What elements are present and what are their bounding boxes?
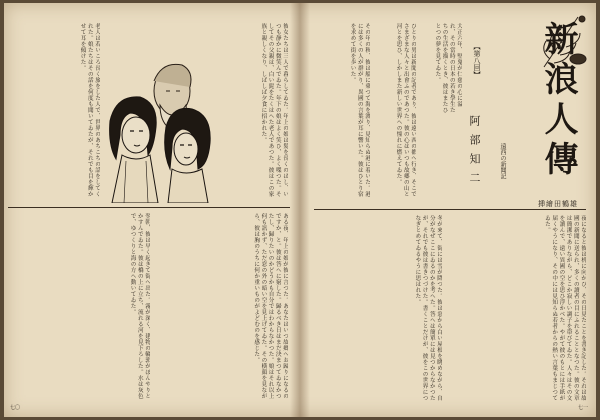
magazine-spread <box>4 3 596 417</box>
installment-label: 【第八回】 <box>473 43 481 78</box>
right-column-a: ひとりの男は新聞の記者であり、彼は遠い西の都へ行き、そこでさまざまな人々と出會ふのであつた。彼の心はいつも故郷の山と河とを思ひ、しかしまた新しい世界への憧れに燃えてゐた。 <box>395 23 416 197</box>
right-page-number: 七一 <box>577 405 588 411</box>
article-title: 新浪人傳 <box>538 21 578 181</box>
right-column-b: その年の秋、彼は船に乗つて海を渡り、見知らぬ港に着いた。港には多くの人が群がり、異國の言葉が耳に響いた。彼はひとり宿を求めて街を歩いた。 <box>349 23 370 197</box>
girl-figure-left <box>110 97 158 203</box>
author-name: 阿部知二 <box>468 115 481 191</box>
right-lower-text: 夜になると彼は机に向かひ、その日見たことを書き記した。それは故國の新聞に送られ、多くの讀者の目にふれることとなつた。彼の文章は簡潔でありながら、どこか寂しい調子を帯びてゐた。人々はその文を讀んで、遠い異國の空を思ひ浮かべた。やがて彼のもとには手紙が届くやうになり、その中には見知らぬ若者からの熱い言葉もまじつてゐた。 <box>543 215 586 401</box>
portrait-illustration <box>102 51 216 203</box>
left-upper-text-b: 老人は若いころ長く旅をした人で、世界のあちこちの話をしてくれた。娘たちはその話を何度も聞いてゐたが、それでも目を輝かせて耳を傾けた。 <box>79 23 100 197</box>
right-page <box>300 3 596 417</box>
left-page-number: 七〇 <box>10 405 21 411</box>
left-page <box>4 3 300 417</box>
left-lower-text-b: 翌朝、彼は早く起きて街へ出た。霧が深く、建物の輪郭がぼんやりとかすんでゐた。彼は橋の上に立ち、流れる河を見下ろした。水は灰色で、ゆつくりと海の方へ動いてゐた。 <box>129 213 150 399</box>
illustrator-credit: 挿繪田鶴雄 <box>538 200 578 208</box>
article-subtitle: 遠西の新聞記 <box>499 143 506 179</box>
right-page-divider <box>314 209 586 210</box>
right-lower-text-b: 冬が來て、街には雪が降つた。彼は窓から白い屋根を眺めながら、自分がなぜここにゐるのかを考へた。答へは簡單には見つからなかつたが、それでも彼は書きつづけた。書くことだけが、彼をこの世界につなぎとめてゐるやうに思はれた。 <box>414 215 442 401</box>
right-intro-text: 大正六年、堅鬼が仁慈の心に溢れ、その當時の日本の若き學生たちの生活を描くとき、彼はまたひとつの夢を見てゐた。 <box>434 23 462 113</box>
left-page-divider <box>8 207 290 208</box>
left-upper-text: 彼女たちは三人で暮らしてゐた。年上の娘は髮を長くのばし、いつも靜かに微笑んでゐた。年下の娘はよく笑ひ、よく喋つた。そしてその父親は、白い髭をたくはへた老人であつた。彼はこの家族と親しくなり、しばしば夕食に招かれた。 <box>260 23 288 197</box>
girl-figure-right <box>165 108 211 203</box>
left-lower-text: ある夜、年上の娘が彼に言つた。あなたはいつ故郷へお歸りになるのですか、と。彼は答へに窮した。歸るべき日はまだ決まつてゐなかつたし、歸りたいのかどうかも自分ではわからなかつた。娘はそれ以上何も訊かず、ただ窓の外の暗い空を見上げてゐた。その横顔を見ながら、彼は胸のうちに何か重いものがよどむのを感じた。 <box>253 213 288 399</box>
